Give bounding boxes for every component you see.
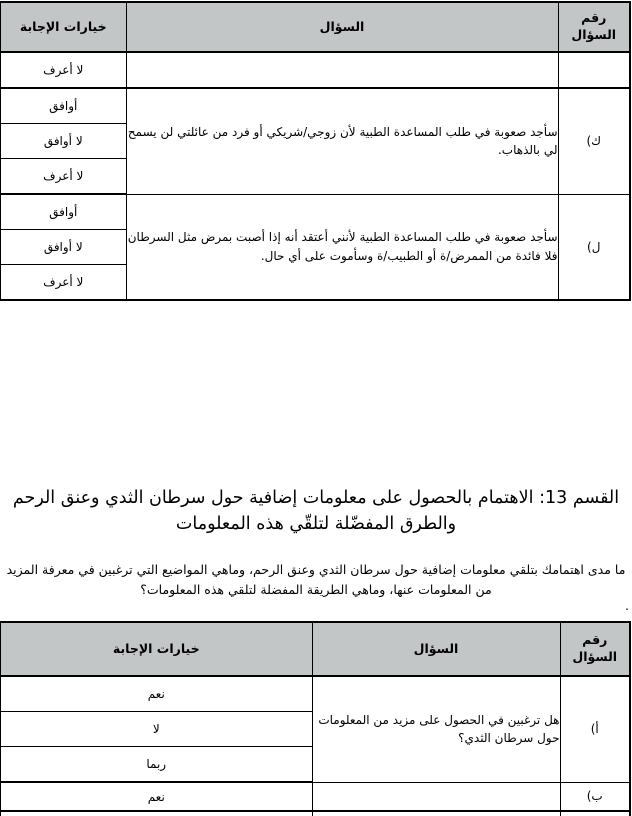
answer-option-cell: أوافق [0,88,126,124]
header-question: السؤال [312,622,560,676]
clipped-next-row [0,811,630,816]
answer-row [0,782,630,811]
table-bottom-body [0,676,630,811]
clipped-question-cell [312,811,560,816]
question-text-cell: سأجد صعوبة في طلب المساعدة الطبية لأن زوجي/شريكي أو فرد من عائلتي لن يسمح لي بالذهاب. [126,88,558,194]
question-number-cell: ل) [558,194,630,300]
answer-option-cell: نعم [0,676,312,712]
clipped-answer-cell [0,811,312,816]
question-text-cell [126,52,558,88]
header-question: السؤال [126,2,558,52]
question-number-cell: ك) [558,88,630,194]
question-table-top [0,1,631,301]
next-row-clipped [0,811,630,816]
answer-option-cell: أوافق [0,194,126,230]
answer-option-cell: لا أوافق [0,230,126,265]
answer-option-cell: لا أعرف [0,52,126,88]
answer-row [0,194,630,230]
question-text-cell: هل ترغبين في الحصول على مزيد من المعلومات حول سرطان الثدي؟ [312,676,560,782]
stray-period: . [625,599,629,613]
question-number-cell [558,52,630,88]
header-answer-options: خيارات الإجابة [0,2,126,52]
answer-option-cell: ربما [0,747,312,783]
question-number-cell: أ) [560,676,630,782]
answer-option-cell: لا [0,712,312,747]
header-question-number: رقم السؤال [560,622,630,676]
table-top-body [0,52,630,300]
clipped-number-cell [560,811,630,816]
section-13-heading: القسم 13: الاهتمام بالحصول على معلومات إضافية حول سرطان الثدي وعنق الرحم والطرق المفضّلة لتلقّي هذه المعلومات [12,488,620,534]
answer-option-cell: لا أوافق [0,124,126,159]
question-text-cell [312,782,560,811]
answer-row [0,52,630,88]
section-13-intro: ما مدى اهتمامك بتلقي معلومات إضافية حول سرطان الثدي وعنق الرحم، وماهي المواضيع التي ترغبين في معرفة المزيد من المعلومات عنها، وماهي الطريقة المفضلة لتلقي هذه المعلومات؟ [6,562,626,597]
question-number-cell: ب) [560,782,630,811]
answer-row [0,676,630,712]
header-question-number: رقم السؤال [558,2,630,52]
question-text-cell: سأجد صعوبة في طلب المساعدة الطبية لأنني أعتقد أنه إذا أصبت بمرض مثل السرطان فلا فائدة من الممرض/ة أو الطبيب/ة وسأموت على أي حال. [126,194,558,300]
answer-option-cell: لا أعرف [0,265,126,301]
answer-option-cell: لا أعرف [0,159,126,195]
answer-option-cell: نعم [0,782,312,811]
answer-row [0,88,630,124]
header-answer-options: خيارات الإجابة [0,622,312,676]
table-bottom-header-row [0,622,630,676]
table-top-header-row [0,2,630,52]
question-table-bottom [0,621,631,816]
